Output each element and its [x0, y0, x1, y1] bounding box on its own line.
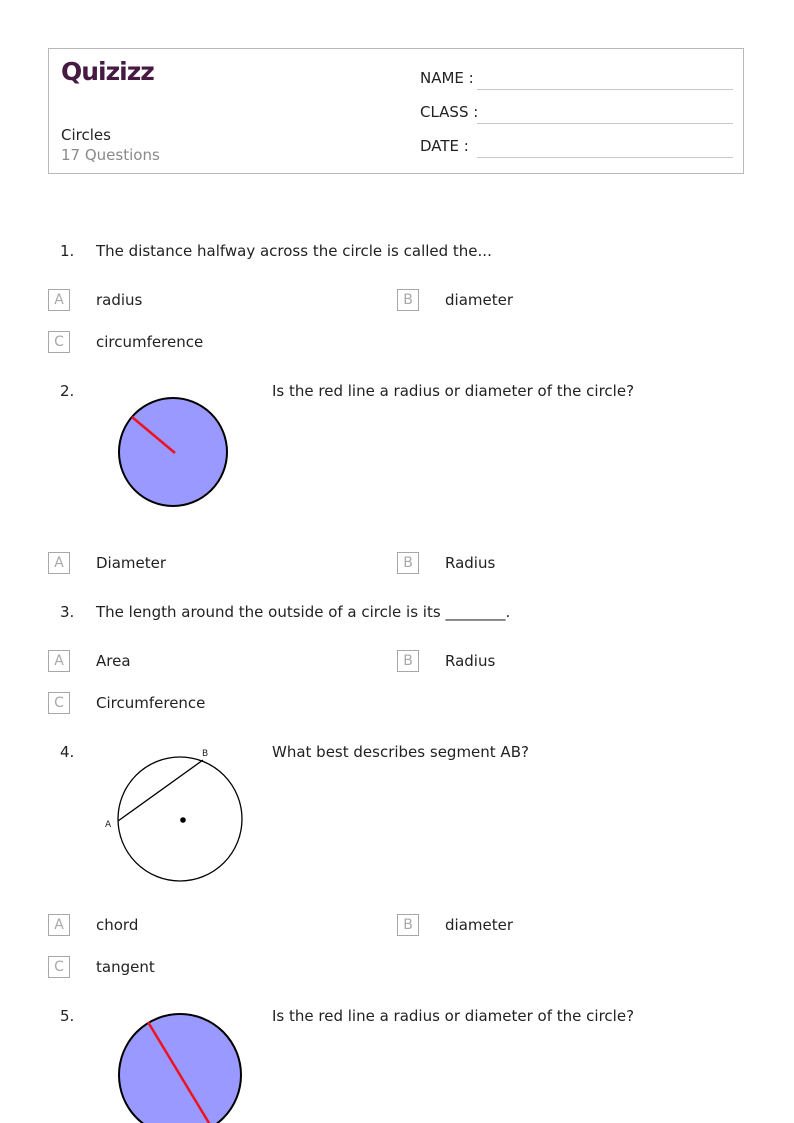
option-letter-box[interactable]: A [48, 552, 70, 574]
option-letter-box[interactable]: C [48, 331, 70, 353]
class-label: CLASS : [420, 103, 479, 121]
quizizz-logo: Quizizz [61, 57, 154, 86]
question-number: 3. [60, 603, 75, 621]
worksheet-title: Circles [61, 126, 111, 144]
option-letter-box[interactable]: B [397, 552, 419, 574]
option-text: circumference [96, 333, 204, 351]
point-b-label: B [202, 749, 209, 759]
center-point [180, 817, 186, 823]
name-field[interactable] [477, 89, 733, 90]
option-letter-box[interactable]: A [48, 914, 70, 936]
option-text: Diameter [96, 554, 167, 572]
option-letter-box[interactable]: C [48, 692, 70, 714]
question-number: 5. [60, 1007, 75, 1025]
option-text: diameter [445, 291, 513, 309]
point-a-label: A [105, 820, 112, 830]
date-label: DATE : [420, 137, 469, 155]
diameter-circle-figure [114, 1010, 246, 1123]
option-letter-box[interactable]: C [48, 956, 70, 978]
option-text: Radius [445, 554, 496, 572]
option-text: Circumference [96, 694, 206, 712]
date-field[interactable] [477, 157, 733, 158]
question-text: Is the red line a radius or diameter of the circle? [272, 1007, 635, 1025]
option-text: chord [96, 916, 139, 934]
name-label: NAME : [420, 69, 474, 87]
radius-circle-figure [114, 393, 232, 511]
question-count: 17 Questions [61, 146, 160, 164]
question-number: 4. [60, 743, 75, 761]
chord-circle-figure [100, 745, 250, 885]
circle-shape [119, 1014, 241, 1123]
question-text: The distance halfway across the circle is called the... [96, 242, 492, 260]
question-text: The length around the outside of a circle is its ________. [96, 603, 511, 621]
option-letter-box[interactable]: A [48, 650, 70, 672]
question-text: What best describes segment AB? [272, 743, 529, 761]
question-text: Is the red line a radius or diameter of the circle? [272, 382, 635, 400]
question-number: 1. [60, 242, 75, 260]
option-text: Area [96, 652, 131, 670]
option-text: radius [96, 291, 143, 309]
option-letter-box[interactable]: B [397, 650, 419, 672]
class-field[interactable] [477, 123, 733, 124]
option-letter-box[interactable]: B [397, 914, 419, 936]
worksheet-header [48, 48, 744, 174]
option-text: diameter [445, 916, 513, 934]
question-number: 2. [60, 382, 75, 400]
option-letter-box[interactable]: B [397, 289, 419, 311]
option-letter-box[interactable]: A [48, 289, 70, 311]
option-text: tangent [96, 958, 155, 976]
option-text: Radius [445, 652, 496, 670]
circle-shape [118, 757, 242, 881]
